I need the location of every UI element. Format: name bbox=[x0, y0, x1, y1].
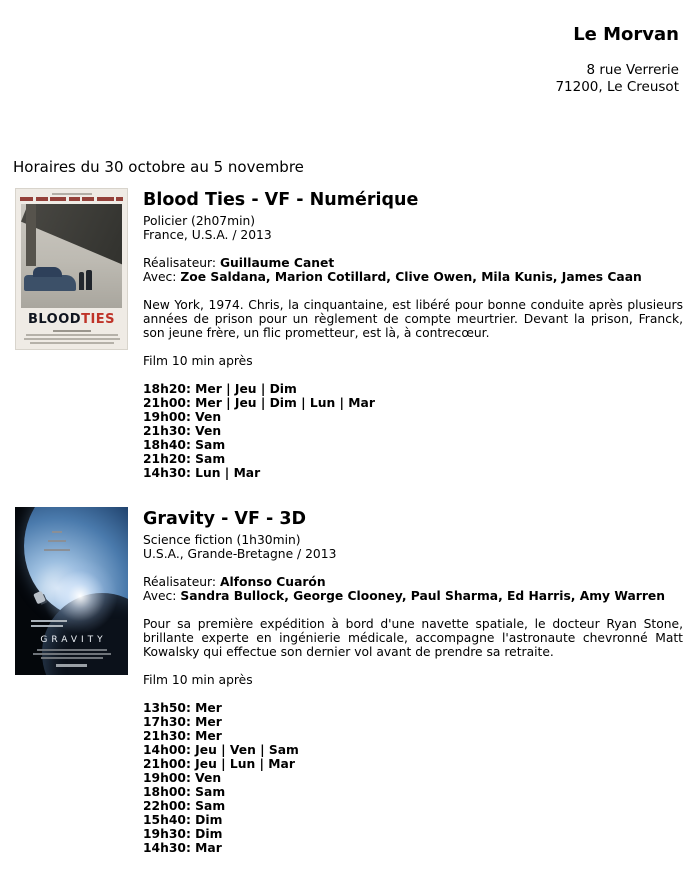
cast-label: Avec: bbox=[143, 270, 177, 284]
poster-cast-bars bbox=[31, 620, 67, 627]
poster-microtext-bar bbox=[52, 193, 92, 195]
showtime-line: 19h00: Ven bbox=[143, 410, 222, 424]
cast-names: Zoe Saldana, Marion Cotillard, Clive Owen, Mila Kunis, James Caan bbox=[180, 270, 642, 284]
film-country-year: France, U.S.A. / 2013 bbox=[143, 228, 272, 242]
film-title: Blood Ties - VF - Numérique bbox=[143, 190, 419, 210]
film-card-gravity bbox=[15, 507, 700, 855]
film-note: Film 10 min après bbox=[143, 673, 253, 687]
showtime-line: 21h20: Sam bbox=[143, 452, 226, 466]
director-name: Alfonso Cuarón bbox=[219, 575, 326, 589]
film-genre-duration: Policier (2h07min) bbox=[143, 214, 256, 228]
poster-credit-row bbox=[20, 197, 123, 201]
poster-photo-area bbox=[21, 204, 122, 308]
bridge-shape bbox=[21, 204, 122, 308]
showtime-line: 14h00: Jeu | Ven | Sam bbox=[143, 743, 299, 757]
showtime-line: 21h30: Ven bbox=[143, 424, 222, 438]
cinema-address bbox=[0, 62, 679, 96]
film-credits bbox=[143, 256, 683, 284]
showtime-line: 21h00: Jeu | Lun | Mar bbox=[143, 757, 295, 771]
film-country-year: U.S.A., Grande-Bretagne / 2013 bbox=[143, 547, 337, 561]
director-label: Réalisateur: bbox=[143, 256, 217, 270]
film-card-blood-ties bbox=[15, 188, 700, 480]
cast-label: Avec: bbox=[143, 589, 177, 603]
director-label: Réalisateur: bbox=[143, 575, 217, 589]
showtime-line: 13h50: Mer bbox=[143, 701, 222, 715]
cast-names: Sandra Bullock, George Clooney, Paul Sharma, Ed Harris, Amy Warren bbox=[180, 589, 665, 603]
poster-title-blood-ties bbox=[16, 313, 127, 327]
director-row bbox=[143, 575, 683, 589]
showtime-line: 18h40: Sam bbox=[143, 438, 226, 452]
schedule-heading: Horaires du 30 octobre au 5 novembre bbox=[13, 158, 304, 176]
director-row bbox=[143, 256, 683, 270]
address-line-2: 71200, Le Creusot bbox=[555, 79, 679, 95]
showtime-line: 19h00: Ven bbox=[143, 771, 222, 785]
header bbox=[0, 0, 700, 96]
film-info-blood-ties bbox=[143, 188, 683, 480]
film-synopsis: New York, 1974. Chris, la cinquantaine, est libéré pour bonne conduite après plusieurs années de prison pour un règlement de compte meurtrier. Devant la prison, Franck, son jeune frère, un flic prometteur, est là, à contrecœur. bbox=[143, 298, 683, 340]
showtime-line: 15h40: Dim bbox=[143, 813, 223, 827]
cinema-name: Le Morvan bbox=[573, 24, 679, 45]
poster-taglines bbox=[35, 531, 79, 551]
showtime-line: 21h30: Mer bbox=[143, 729, 222, 743]
poster-release-bar bbox=[56, 664, 87, 667]
film-note: Film 10 min après bbox=[143, 354, 253, 368]
figure-shape bbox=[86, 270, 92, 291]
showtimes-list bbox=[143, 382, 683, 480]
film-synopsis: Pour sa première expédition à bord d'une navette spatiale, le docteur Ryan Stone, brillante experte en ingénierie médicale, accompagne l'astronaute chevronné Matt Kowalsky qui effectue son dernier vol avant de prendre sa retraite. bbox=[143, 617, 683, 659]
address-line-1: 8 rue Verrerie bbox=[586, 62, 679, 78]
showtimes-list bbox=[143, 701, 683, 855]
film-title: Gravity - VF - 3D bbox=[143, 509, 307, 529]
car-shape bbox=[24, 275, 76, 292]
showtime-line: 18h20: Mer | Jeu | Dim bbox=[143, 382, 297, 396]
cast-row bbox=[143, 589, 683, 603]
film-meta bbox=[143, 214, 683, 242]
poster-microcredits bbox=[16, 330, 127, 344]
film-meta bbox=[143, 533, 683, 561]
poster-title-ties: TIES bbox=[81, 312, 116, 327]
showtime-line: 17h30: Mer bbox=[143, 715, 222, 729]
showtime-line: 22h00: Sam bbox=[143, 799, 226, 813]
showtime-line: 21h00: Mer | Jeu | Dim | Lun | Mar bbox=[143, 396, 375, 410]
showtime-line: 18h00: Sam bbox=[143, 785, 226, 799]
showtime-line: 14h30: Mar bbox=[143, 841, 222, 855]
film-credits bbox=[143, 575, 683, 603]
showtime-line: 19h30: Dim bbox=[143, 827, 223, 841]
poster-title-blood: BLOOD bbox=[27, 312, 82, 327]
figure-shape bbox=[79, 272, 84, 291]
poster-billing-block bbox=[15, 649, 128, 659]
film-info-gravity bbox=[143, 507, 683, 855]
bridge-pylon-shape bbox=[26, 204, 36, 266]
cast-row bbox=[143, 270, 683, 284]
film-genre-duration: Science fiction (1h30min) bbox=[143, 533, 301, 547]
showtime-line: 14h30: Lun | Mar bbox=[143, 466, 261, 480]
film-poster-blood-ties bbox=[15, 188, 128, 350]
poster-title-gravity: GRAVITY bbox=[40, 635, 107, 645]
director-name: Guillaume Canet bbox=[219, 256, 335, 270]
film-poster-gravity bbox=[15, 507, 128, 675]
